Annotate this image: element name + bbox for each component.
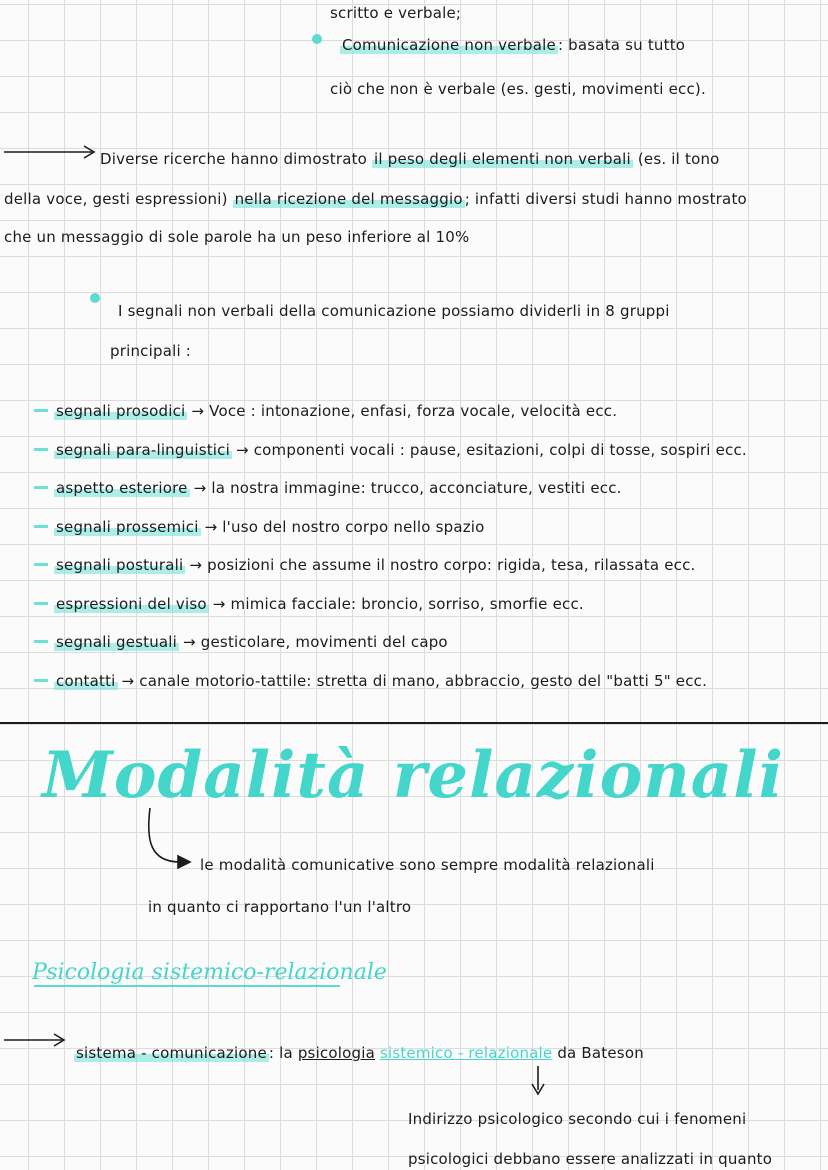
text-span: Diverse ricerche hanno dimostrato bbox=[100, 150, 368, 168]
list-item-label: aspetto esteriore bbox=[56, 479, 188, 497]
list-item-label: espressioni del viso bbox=[56, 595, 207, 613]
divider bbox=[0, 722, 828, 724]
list-item-label: segnali posturali bbox=[56, 556, 184, 574]
para-line-2 bbox=[4, 190, 747, 208]
bullet-dot bbox=[90, 293, 100, 303]
list-item bbox=[54, 556, 696, 574]
list-item bbox=[54, 441, 747, 459]
underlined-term: psicologia bbox=[297, 1044, 375, 1062]
text-line: psicologici debbano essere analizzati in quanto bbox=[408, 1150, 773, 1168]
list-item-text: → componenti vocali : pause, esitazioni, colpi di tosse, sospiri ecc. bbox=[235, 441, 747, 459]
text-line: scritto e verbale; bbox=[330, 4, 462, 22]
list-dash bbox=[34, 563, 48, 566]
text-span: da Bateson bbox=[557, 1044, 644, 1062]
bullet-dot bbox=[312, 34, 322, 44]
list-item-text: → gesticolare, movimenti del capo bbox=[183, 633, 448, 651]
list-item-label: segnali prosodici bbox=[56, 402, 186, 420]
text-span: : basata su tutto bbox=[557, 36, 686, 54]
list-item-text: → posizioni che assume il nostro corpo: rigida, tesa, rilassata ecc. bbox=[189, 556, 696, 574]
curved-arrow-icon bbox=[149, 808, 180, 862]
arrowhead-icon bbox=[178, 856, 190, 868]
list-dash bbox=[34, 448, 48, 451]
text-line: I segnali non verbali della comunicazione possiamo dividerli in 8 gruppi bbox=[118, 302, 670, 320]
list-item bbox=[54, 402, 617, 420]
text-span: della voce, gesti espressioni) bbox=[4, 190, 228, 208]
list-item bbox=[54, 518, 485, 536]
highlighted-phrase: nella ricezione del messaggio bbox=[234, 190, 463, 208]
list-item bbox=[54, 633, 448, 651]
bullet-line bbox=[340, 36, 685, 54]
list-item bbox=[54, 595, 584, 613]
list-dash bbox=[34, 679, 48, 682]
highlighted-term: Comunicazione non verbale bbox=[342, 36, 556, 54]
para-line-1 bbox=[100, 150, 720, 168]
list-item-label: contatti bbox=[56, 672, 116, 690]
text-line: principali : bbox=[110, 342, 192, 360]
arrowhead-icon bbox=[532, 1084, 544, 1094]
list-item bbox=[54, 479, 622, 497]
list-item-text: → l'uso del nostro corpo nello spazio bbox=[204, 518, 485, 536]
subtitle: Psicologia sistemico-relazionale bbox=[32, 960, 387, 985]
list-item-text: → la nostra immagine: trucco, acconciature, vestiti ecc. bbox=[193, 479, 622, 497]
highlighted-phrase: il peso degli elementi non verbali bbox=[374, 150, 631, 168]
list-item bbox=[54, 672, 707, 690]
list-item-label: segnali gestuali bbox=[56, 633, 178, 651]
para-line-3: che un messaggio di sole parole ha un peso inferiore al 10% bbox=[4, 228, 470, 246]
text-line: in quanto ci rapportano l'un l'altro bbox=[148, 898, 412, 916]
list-item-label: segnali para-linguistici bbox=[56, 441, 230, 459]
arrowhead-icon bbox=[54, 1034, 64, 1046]
list-dash bbox=[34, 602, 48, 605]
arrowhead-icon bbox=[84, 146, 94, 158]
accent-term: sistemico - relazionale bbox=[379, 1044, 553, 1062]
list-item-label: segnali prossemici bbox=[56, 518, 199, 536]
text-line: le modalità comunicative sono sempre modalità relazionali bbox=[200, 856, 655, 874]
highlighted-term: sistema - comunicazione bbox=[76, 1044, 267, 1062]
list-dash bbox=[34, 525, 48, 528]
list-item-text: → canale motorio-tattile: stretta di mano, abbraccio, gesto del "batti 5" ecc. bbox=[121, 672, 708, 690]
list-item-text: → Voce : intonazione, enfasi, forza vocale, velocità ecc. bbox=[191, 402, 618, 420]
text-line: ciò che non è verbale (es. gesti, movimenti ecc). bbox=[330, 80, 706, 98]
text-span: ; infatti diversi studi hanno mostrato bbox=[464, 190, 747, 208]
text-line: Indirizzo psicologico secondo cui i fenomeni bbox=[408, 1110, 747, 1128]
list-dash bbox=[34, 409, 48, 412]
system-line bbox=[74, 1044, 644, 1062]
text-span: (es. il tono bbox=[637, 150, 720, 168]
list-dash bbox=[34, 486, 48, 489]
section-title: Modalità relazionali bbox=[42, 738, 784, 813]
list-item-text: → mimica facciale: broncio, sorriso, smorfie ecc. bbox=[212, 595, 584, 613]
text-span: : la bbox=[268, 1044, 293, 1062]
list-dash bbox=[34, 640, 48, 643]
